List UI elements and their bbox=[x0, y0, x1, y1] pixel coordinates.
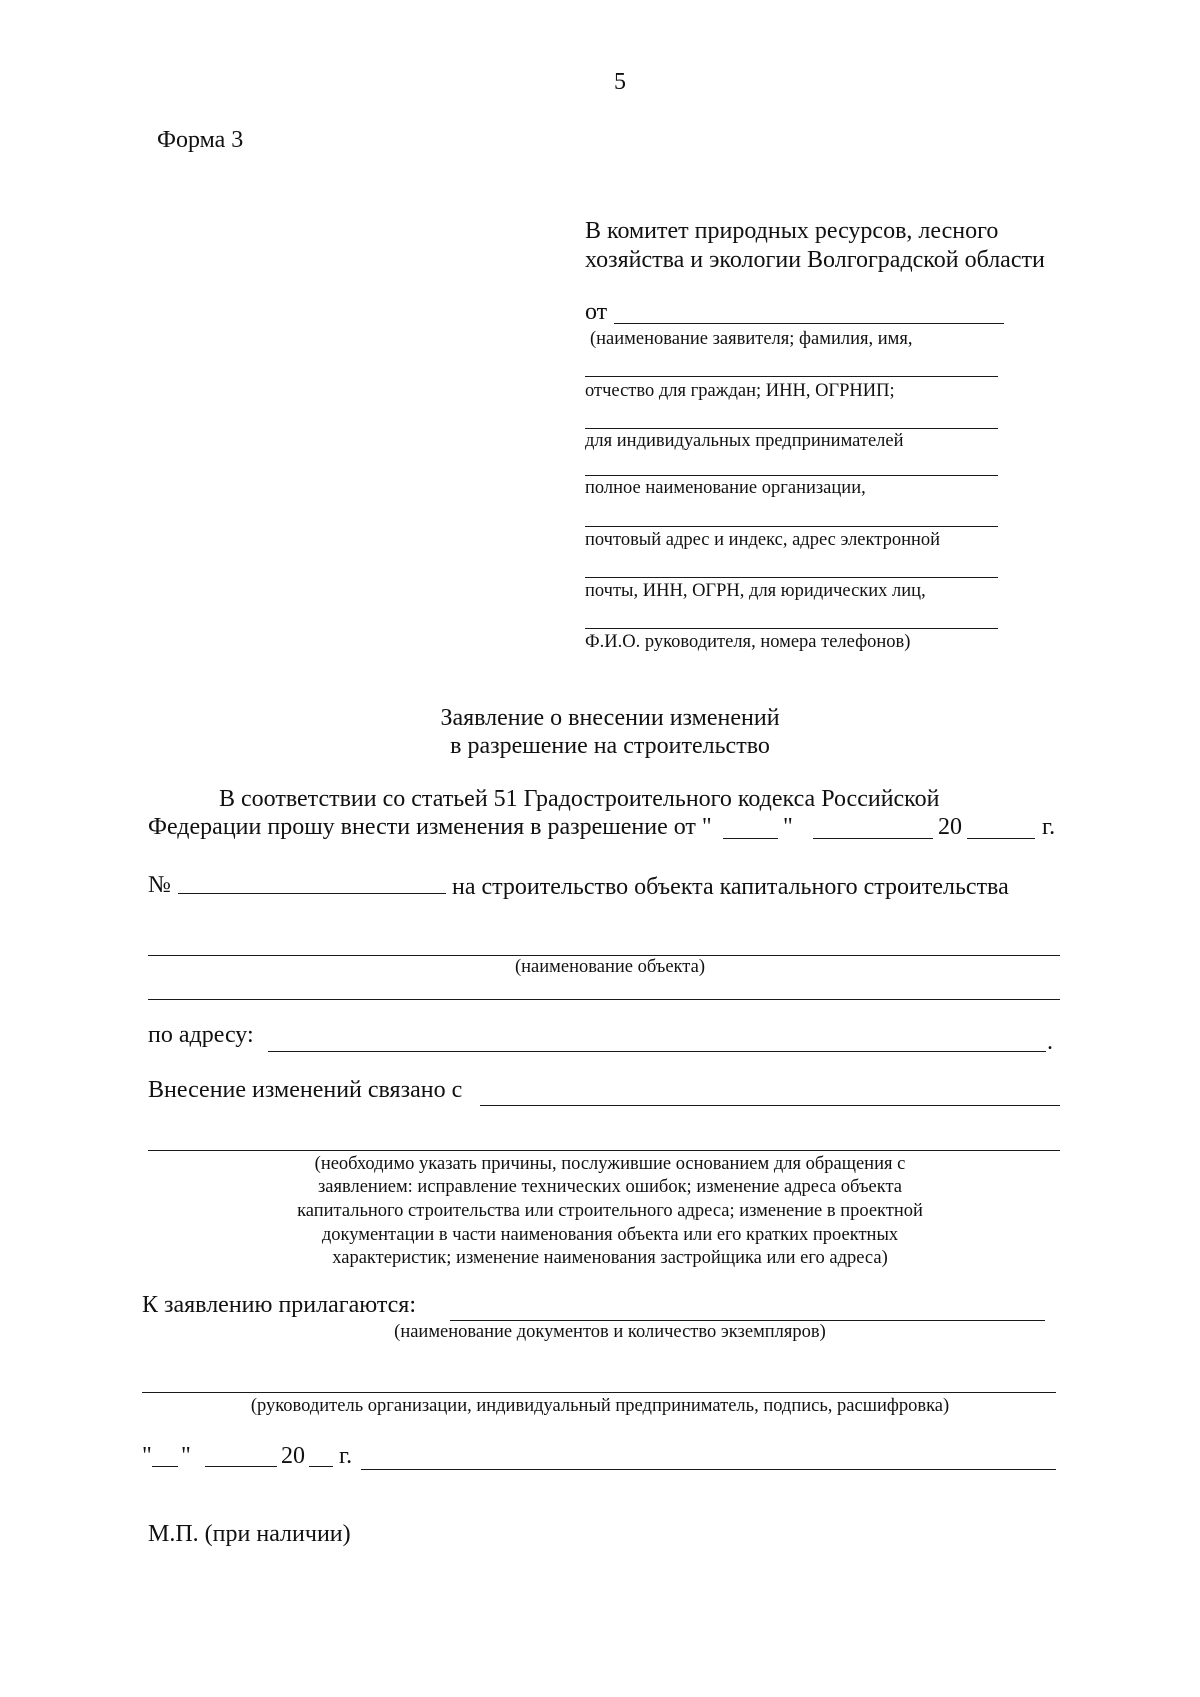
document-title-line-2: в разрешение на строительство bbox=[450, 733, 770, 759]
changes-hint-3: капитального строительства или строительного адреса; изменение в проектной bbox=[297, 1201, 923, 1221]
changes-field-2[interactable] bbox=[148, 1150, 1060, 1151]
address-end-dot: . bbox=[1047, 1029, 1053, 1055]
address-field[interactable] bbox=[268, 1051, 1046, 1052]
object-text: на строительство объекта капитального строительства bbox=[452, 874, 1009, 900]
date-close-quote: " bbox=[181, 1443, 191, 1469]
applicant-field-4[interactable] bbox=[585, 475, 998, 476]
number-sign: № bbox=[148, 872, 171, 898]
permit-day-close-quote: " bbox=[783, 814, 793, 840]
permit-day-field[interactable] bbox=[723, 838, 778, 839]
permit-year-field[interactable] bbox=[967, 838, 1035, 839]
applicant-field-6[interactable] bbox=[585, 577, 998, 578]
applicant-field-3[interactable] bbox=[585, 428, 998, 429]
address-label: по адресу: bbox=[148, 1022, 254, 1048]
body-line-1: В соответствии со статьей 51 Градостроительного кодекса Российской bbox=[219, 786, 940, 812]
date-day-field[interactable] bbox=[152, 1466, 178, 1467]
document-title-line-1: Заявление о внесении изменений bbox=[440, 705, 780, 731]
object-name-field-1[interactable] bbox=[148, 955, 1060, 956]
changes-hint-4: документации в части наименования объекта или его кратких проектных bbox=[321, 1225, 899, 1245]
addressee-line-1: В комитет природных ресурсов, лесного bbox=[585, 218, 999, 244]
permit-year-suffix: г. bbox=[1042, 814, 1056, 840]
changes-hint-1: (необходимо указать причины, послужившие основанием для обращения с bbox=[314, 1154, 906, 1174]
date-year-suffix: г. bbox=[339, 1443, 353, 1469]
permit-year-prefix: 20 bbox=[938, 814, 962, 840]
object-name-hint: (наименование объекта) bbox=[515, 957, 705, 977]
signature-field[interactable] bbox=[142, 1392, 1056, 1393]
date-month-field[interactable] bbox=[205, 1466, 277, 1467]
from-prefix: от bbox=[585, 299, 608, 325]
attachments-label: К заявлению прилагаются: bbox=[142, 1292, 417, 1318]
changes-hint-2: заявлением: исправление технических ошибок; изменение адреса объекта bbox=[317, 1177, 903, 1197]
applicant-field-1[interactable] bbox=[614, 323, 1004, 324]
object-name-field-2[interactable] bbox=[148, 999, 1060, 1000]
applicant-hint-3: для индивидуальных предпринимателей bbox=[585, 431, 904, 451]
form-label: Форма 3 bbox=[157, 127, 244, 153]
changes-label: Внесение изменений связано с bbox=[148, 1077, 463, 1103]
applicant-field-5[interactable] bbox=[585, 526, 998, 527]
signature-hint: (руководитель организации, индивидуальный предприниматель, подпись, расшифровка) bbox=[250, 1396, 950, 1416]
applicant-field-2[interactable] bbox=[585, 376, 998, 377]
applicant-hint-4: полное наименование организации, bbox=[585, 478, 866, 498]
applicant-hint-1: (наименование заявителя; фамилия, имя, bbox=[590, 329, 913, 349]
applicant-hint-6: почты, ИНН, ОГРН, для юридических лиц, bbox=[585, 581, 926, 601]
permit-month-field[interactable] bbox=[813, 838, 933, 839]
addressee-line-2: хозяйства и экологии Волгоградской области bbox=[585, 247, 1045, 273]
applicant-hint-7: Ф.И.О. руководителя, номера телефонов) bbox=[585, 632, 911, 652]
applicant-hint-2: отчество для граждан; ИНН, ОГРНИП; bbox=[585, 381, 895, 401]
body-line-2: Федерации прошу внести изменения в разрешение от " bbox=[148, 814, 712, 840]
changes-field-1[interactable] bbox=[480, 1105, 1060, 1106]
attachments-hint: (наименование документов и количество экземпляров) bbox=[394, 1322, 826, 1342]
date-year-prefix: 20 bbox=[281, 1443, 305, 1469]
applicant-field-7[interactable] bbox=[585, 628, 998, 629]
applicant-hint-5: почтовый адрес и индекс, адрес электронной bbox=[585, 530, 941, 550]
changes-hint-5: характеристик; изменение наименования застройщика или его адреса) bbox=[332, 1248, 888, 1268]
date-open-quote: " bbox=[142, 1443, 152, 1469]
date-year-field[interactable] bbox=[309, 1466, 333, 1467]
attachments-field[interactable] bbox=[450, 1320, 1045, 1321]
stamp-label: М.П. (при наличии) bbox=[148, 1521, 351, 1547]
permit-number-field[interactable] bbox=[178, 893, 446, 894]
date-signature-field[interactable] bbox=[361, 1469, 1056, 1470]
page-number: 5 bbox=[614, 69, 626, 95]
